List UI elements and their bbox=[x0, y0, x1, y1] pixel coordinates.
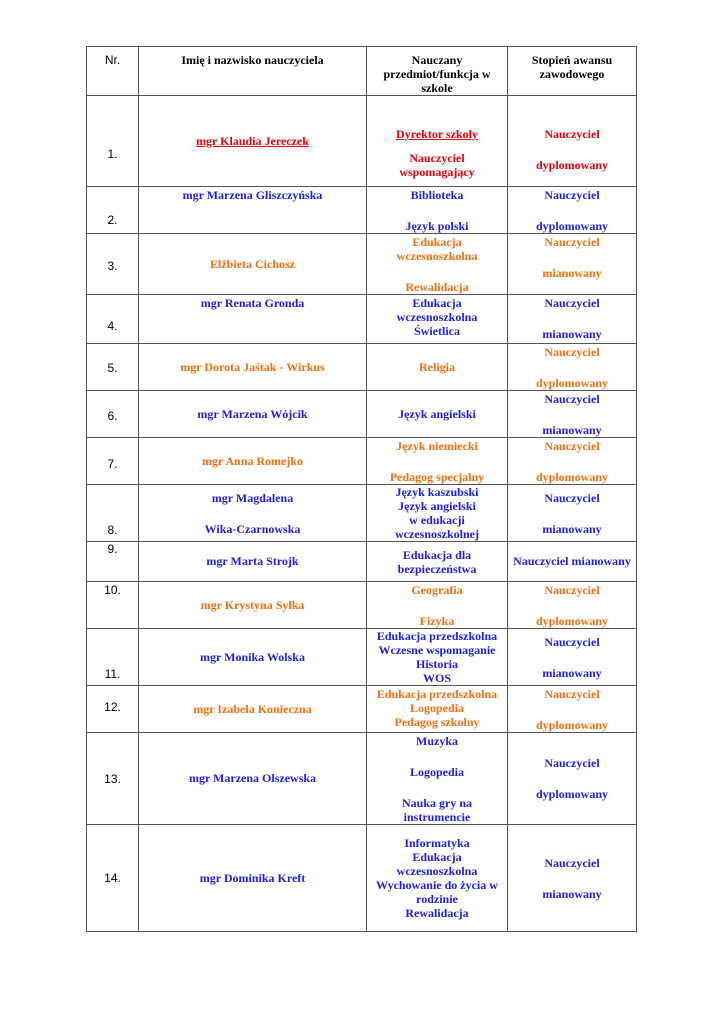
subject-line: Język polski bbox=[405, 219, 469, 233]
degree-line: mianowany bbox=[542, 423, 602, 437]
header-name: Imię i nazwisko nauczyciela bbox=[139, 47, 367, 96]
subject-cell bbox=[367, 295, 508, 344]
table-row bbox=[87, 96, 637, 187]
subject-cell bbox=[367, 438, 508, 485]
teacher-name: mgr Dominika Kreft bbox=[139, 825, 367, 932]
table-row bbox=[87, 485, 637, 542]
subject-line: Pedagog szkolny bbox=[394, 715, 480, 729]
teacher-name: mgr Krystyna Sylka bbox=[139, 582, 367, 629]
subject-cell bbox=[367, 629, 508, 686]
subject-cell bbox=[367, 825, 508, 932]
subject-cell bbox=[367, 582, 508, 629]
table-row bbox=[87, 542, 637, 582]
degree-line: Nauczyciel bbox=[544, 635, 600, 649]
subject-cell bbox=[367, 485, 508, 542]
row-nr: 8. bbox=[87, 485, 139, 542]
teacher-name: Elżbieta Cichosz bbox=[139, 234, 367, 295]
subject-cell bbox=[367, 187, 508, 234]
degree-cell bbox=[508, 485, 637, 542]
degree-cell bbox=[508, 187, 637, 234]
degree-line: mianowany bbox=[542, 886, 602, 901]
subject-line: Świetlica bbox=[414, 324, 460, 338]
row-nr: 10. bbox=[87, 582, 139, 629]
table-row bbox=[87, 344, 637, 391]
subject-cell: Edukacja dla bezpieczeństwa bbox=[367, 542, 508, 582]
row-nr: 12. bbox=[87, 686, 139, 733]
degree-cell bbox=[508, 582, 637, 629]
subject-line: Edukacja wczesnoszkolna bbox=[396, 235, 478, 263]
teacher-name-line: mgr Magdalena bbox=[211, 491, 294, 505]
subject-line: Informatyka bbox=[404, 836, 470, 850]
table-row bbox=[87, 187, 637, 234]
degree-line: Nauczyciel bbox=[544, 235, 600, 249]
teacher-name: mgr Anna Romejko bbox=[139, 438, 367, 485]
teacher-name: mgr Renata Gronda bbox=[139, 295, 367, 344]
subject-cell bbox=[367, 733, 508, 825]
subject-cell bbox=[367, 686, 508, 733]
table-row bbox=[87, 234, 637, 295]
degree-line: dyplomowany bbox=[535, 376, 609, 390]
degree-cell bbox=[508, 391, 637, 438]
subject-cell bbox=[367, 96, 508, 187]
table-row bbox=[87, 582, 637, 629]
degree-line: mianowany bbox=[542, 522, 602, 536]
row-nr: 14. bbox=[87, 825, 139, 932]
degree-line: dyplomowany bbox=[535, 718, 609, 732]
degree-line: dyplomowany bbox=[535, 787, 609, 801]
teacher-name: mgr Marta Strojk bbox=[139, 542, 367, 582]
table-row bbox=[87, 733, 637, 825]
subject-line: Nauka gry na instrumencie bbox=[401, 796, 472, 824]
degree-line: mianowany bbox=[542, 327, 602, 341]
teacher-name: mgr Monika Wolska bbox=[139, 629, 367, 686]
table-row bbox=[87, 825, 637, 932]
degree-cell bbox=[508, 438, 637, 485]
teacher-name bbox=[139, 485, 367, 542]
table-row bbox=[87, 391, 637, 438]
subject-line: Rewalidacja bbox=[405, 906, 469, 920]
table-row bbox=[87, 686, 637, 733]
row-nr: 11. bbox=[87, 629, 139, 686]
row-nr: 9. bbox=[87, 542, 139, 582]
teacher-name: mgr Marzena Olszewska bbox=[139, 733, 367, 825]
degree-line: mianowany bbox=[542, 266, 602, 280]
subject-line: Pedagog specjalny bbox=[389, 470, 485, 484]
degree-line: Nauczyciel bbox=[544, 855, 600, 870]
degree-line: dyplomowany bbox=[535, 614, 609, 628]
subject-line: Edukacja wczesnoszkolna bbox=[396, 850, 478, 878]
subject-line: Język kaszubski bbox=[395, 485, 479, 499]
header-nr: Nr. bbox=[87, 47, 139, 96]
degree-line: Nauczyciel bbox=[544, 439, 600, 453]
subject-line: Język angielski w edukacji wczesnoszkolnej bbox=[395, 499, 479, 541]
row-nr: 4. bbox=[87, 295, 139, 344]
degree-cell: Nauczyciel mianowany bbox=[508, 542, 637, 582]
teacher-name: mgr Marzena Gliszczyńska bbox=[139, 187, 367, 234]
subject-line: Dyrektor szkoły bbox=[396, 127, 478, 141]
subject-line: Nauczyciel wspomagający bbox=[399, 151, 475, 179]
subject-line: Edukacja wczesnoszkolna bbox=[396, 296, 478, 324]
subject-line: Edukacja przedszkolna bbox=[376, 687, 498, 701]
degree-line: Nauczyciel bbox=[544, 188, 600, 202]
degree-line: mianowany bbox=[542, 666, 602, 680]
subject-line: Wczesne wspomaganie bbox=[378, 643, 496, 657]
subject-line: Logopedia bbox=[409, 701, 464, 715]
teacher-name: mgr Klaudia Jereczek bbox=[139, 96, 367, 187]
subject-line: WOS bbox=[422, 671, 451, 685]
table-row bbox=[87, 629, 637, 686]
degree-line: dyplomowany bbox=[535, 219, 609, 233]
table-row bbox=[87, 295, 637, 344]
degree-line: Nauczyciel bbox=[544, 392, 600, 406]
subject-line: Edukacja przedszkolna bbox=[376, 629, 498, 643]
degree-line: Nauczyciel bbox=[544, 687, 600, 701]
degree-line: dyplomowany bbox=[535, 158, 609, 172]
degree-line: Nauczyciel bbox=[544, 127, 600, 141]
subject-line: Historia bbox=[416, 657, 458, 671]
header-row bbox=[87, 47, 637, 96]
degree-cell bbox=[508, 344, 637, 391]
degree-cell bbox=[508, 629, 637, 686]
degree-line: dyplomowany bbox=[535, 470, 609, 484]
subject-line: Muzyka bbox=[416, 734, 458, 748]
row-nr: 1. bbox=[87, 96, 139, 187]
teacher-name-line: Wika-Czarnowska bbox=[204, 522, 301, 536]
subject-cell bbox=[367, 234, 508, 295]
degree-cell bbox=[508, 686, 637, 733]
teacher-name: mgr Marzena Wójcik bbox=[139, 391, 367, 438]
table-row bbox=[87, 438, 637, 485]
subject-line: Logopedia bbox=[409, 765, 464, 779]
degree-cell bbox=[508, 733, 637, 825]
degree-cell bbox=[508, 295, 637, 344]
degree-line: Nauczyciel bbox=[544, 583, 600, 597]
row-nr: 3. bbox=[87, 234, 139, 295]
degree-cell bbox=[508, 825, 637, 932]
row-nr: 2. bbox=[87, 187, 139, 234]
subject-line: Fizyka bbox=[419, 614, 455, 628]
row-nr: 7. bbox=[87, 438, 139, 485]
subject-line: Język niemiecki bbox=[396, 439, 478, 453]
degree-line: Nauczyciel bbox=[544, 491, 600, 505]
degree-line: Nauczyciel bbox=[544, 345, 600, 359]
subject-line: Rewalidacja bbox=[405, 280, 469, 294]
teacher-name: mgr Dorota Jaśtak - Wirkus bbox=[139, 344, 367, 391]
degree-line: Nauczyciel bbox=[544, 756, 600, 770]
subject-line: Wychowanie do życia w rodzinie bbox=[376, 878, 498, 906]
header-subject: Nauczany przedmiot/funkcja w szkole bbox=[367, 47, 508, 96]
row-nr: 6. bbox=[87, 391, 139, 438]
degree-line: Nauczyciel bbox=[544, 296, 600, 310]
degree-cell bbox=[508, 96, 637, 187]
row-nr: 5. bbox=[87, 344, 139, 391]
header-degree: Stopień awansu zawodowego bbox=[508, 47, 637, 96]
subject-line: Geografia bbox=[411, 583, 463, 597]
subject-cell: Język angielski bbox=[367, 391, 508, 438]
teacher-name: mgr Izabela Konieczna bbox=[139, 686, 367, 733]
teachers-table bbox=[86, 46, 637, 932]
subject-line: Biblioteka bbox=[410, 188, 464, 202]
subject-cell: Religia bbox=[367, 344, 508, 391]
row-nr: 13. bbox=[87, 733, 139, 825]
degree-cell bbox=[508, 234, 637, 295]
